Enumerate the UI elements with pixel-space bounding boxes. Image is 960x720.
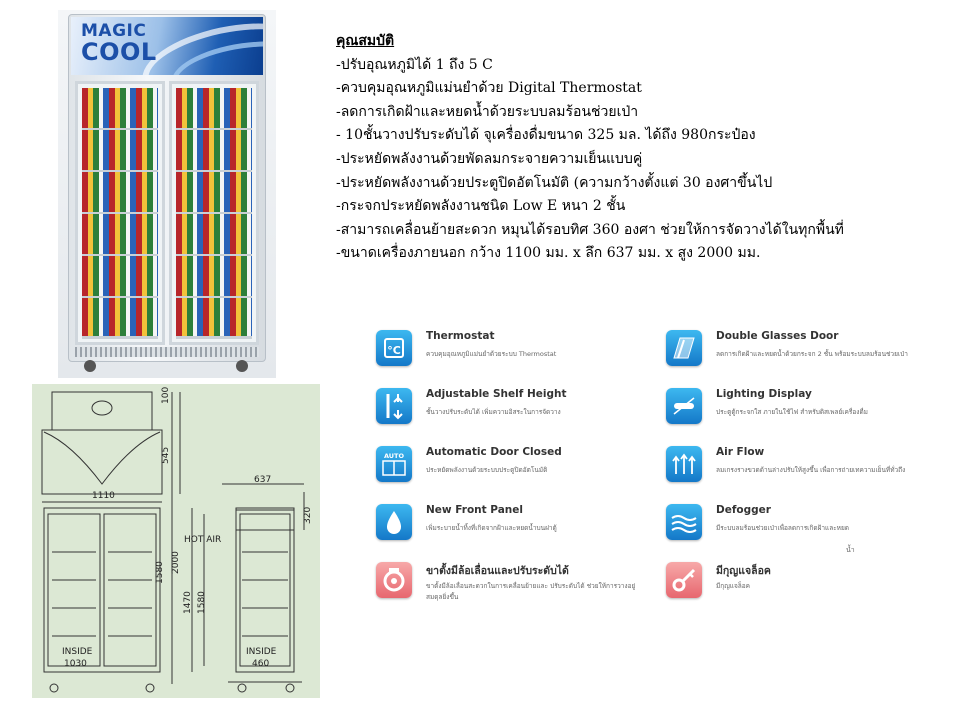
feature-title: Automatic Door Closed xyxy=(426,446,562,458)
dim-door-h: 1580 xyxy=(155,561,165,584)
water-drop-icon xyxy=(376,504,412,540)
product-photo xyxy=(58,10,276,378)
wheel-icon xyxy=(236,360,248,372)
feature-title: มีกุญแจล็อค xyxy=(716,565,771,577)
feature-front-panel xyxy=(376,504,656,554)
magic-cool-logo: MAGIC COOL xyxy=(81,21,157,66)
fridge-canopy xyxy=(71,17,263,75)
svg-text:AUTO: AUTO xyxy=(383,452,405,460)
feature-double-glass xyxy=(666,330,946,380)
technical-drawing xyxy=(32,384,320,698)
dim-depth: 637 xyxy=(254,475,272,485)
dim-inside-w: 1030 xyxy=(64,659,87,669)
feature-title: Thermostat xyxy=(426,330,495,342)
feature-desc: ลมเกรงรางขวดด้านล่างปรับให้สูงขึ้น เพื่อการถ่ายเทความเย็นที่ทั่วถึง xyxy=(716,466,906,474)
dim-canopy-h: 545 xyxy=(161,446,171,464)
spec-line: -ขนาดเครื่องภายนอก กว้าง 1100 มม. x ลึก 637 มม. x สูง 2000 มม. xyxy=(336,245,761,262)
feature-shelf-height xyxy=(376,388,656,438)
feature-desc: มีกุญแจล็อค xyxy=(716,582,750,590)
defogger-icon xyxy=(666,504,702,540)
spec-line: -ประหยัดพลังงานด้วยพัดลมกระจายความเย็นแบบคู่ xyxy=(336,150,643,167)
svg-text:°C: °C xyxy=(387,344,401,357)
feature-title: ขาตั้งมีล้อเลื่อนและปรับระดับได้ xyxy=(426,565,569,577)
dim-side-h: 1580 xyxy=(197,591,207,614)
dim-height-total: 2000 xyxy=(171,551,181,574)
feature-title: Defogger xyxy=(716,504,771,516)
feature-title: Lighting Display xyxy=(716,388,812,400)
auto-door-icon xyxy=(376,446,412,482)
spec-list xyxy=(336,30,896,266)
airflow-icon xyxy=(666,446,702,482)
spec-line: -ควบคุมอุณหภูมิแม่นยำด้วย Digital Thermostat xyxy=(336,80,642,97)
dim-inner-h: 1470 xyxy=(183,591,193,614)
feature-title: New Front Panel xyxy=(426,504,524,516)
feature-desc: เพิ่มระบายน้ำทิ้งที่เกิดจากฝ้าและหยดน้ำบนฝาตู้ xyxy=(426,524,557,532)
thermostat-icon xyxy=(376,330,412,366)
dim-width-total: 1110 xyxy=(92,491,115,501)
feature-title: Adjustable Shelf Height xyxy=(426,388,567,400)
feature-desc: ประหยัดพลังงานด้วยระบบประตูปิดอัตโนมัติ xyxy=(426,466,548,474)
feature-desc: ขาตั้งมีล้อเลื่อนสะดวกในการเคลื่อนย้ายและ ปรับระดับได้ ช่วยให้การวางอยู่สมดุลยิ่งขึ้น xyxy=(426,582,636,601)
lighting-icon xyxy=(666,388,702,424)
spec-line: -ลดการเกิดฝ้าและหยดน้ำด้วยระบบลมร้อนช่วยเป่า xyxy=(336,103,639,120)
spec-line: -สามารถเคลื่อนย้ายสะดวก หมุนได้รอบทิศ 360 องศา ช่วยให้การจัดวางได้ในทุกพื้นที่ xyxy=(336,221,844,238)
feature-auto-door xyxy=(376,446,656,496)
spec-line: -กระจกประหยัดพลังงานชนิด Low E หนา 2 ชั้น xyxy=(336,198,626,215)
shelf-height-icon xyxy=(376,388,412,424)
spec-line: - 10ชั้นวางปรับระดับได้ จุเครื่องดื่มขนาด 325 มล. ได้ถึง 980กระป๋อง xyxy=(336,127,756,144)
spec-line: -ปรับอุณหภูมิได้ 1 ถึง 5 C xyxy=(336,56,493,73)
fridge-grille xyxy=(75,347,259,357)
dim-side-inside-w: 460 xyxy=(252,659,270,669)
feature-desc: ประตูตู้กระจกใส ภายในใช้ไฟ สำหรับดิสเพลย์เครื่องดื่ม xyxy=(716,408,868,416)
fridge-cabinet xyxy=(68,14,266,362)
spec-title: คุณสมบัติ xyxy=(336,33,395,49)
dim-side-top: 320 xyxy=(303,506,313,524)
dim-inside-label: INSIDE xyxy=(62,647,93,657)
fridge-door-left xyxy=(75,81,165,345)
wheel-icon xyxy=(84,360,96,372)
feature-wheels xyxy=(376,562,656,612)
double-glass-icon xyxy=(666,330,702,366)
feature-title: Air Flow xyxy=(716,446,765,458)
fridge-door-right xyxy=(169,81,259,345)
feature-desc: ชั้นวางปรับระดับได้ เพิ่มความอิสระในการจัดวาง xyxy=(426,408,561,416)
feature-defogger xyxy=(666,504,946,554)
feature-airflow xyxy=(666,446,946,496)
feature-desc: ลดการเกิดฝ้าและหยดน้ำด้วยกระจก 2 ชั้น พร้อมระบบลมร้อนช่วยเป่า xyxy=(716,350,908,358)
dim-hot-air: HOT AIR xyxy=(184,535,222,545)
feature-title: Double Glasses Door xyxy=(716,330,839,342)
wheel-icon xyxy=(376,562,412,598)
dim-top-h: 100 xyxy=(161,386,171,404)
feature-lighting xyxy=(666,388,946,438)
dim-side-inside-label: INSIDE xyxy=(246,647,277,657)
key-icon xyxy=(666,562,702,598)
feature-key-lock xyxy=(666,562,946,612)
spec-line: -ประหยัดพลังงานด้วยประตูปิดอัตโนมัติ (ความกว้างตั้งแต่ 30 องศาขึ้นไป xyxy=(336,174,773,191)
feature-thermostat xyxy=(376,330,656,380)
feature-desc: มีระบบลมร้อนช่วยเป่าเพื่อลดการเกิดฝ้าและหยด xyxy=(716,524,849,532)
feature-desc: ควบคุมอุณหภูมิแม่นยำด้วยระบบ Thermostat xyxy=(426,350,557,358)
feature-note: น้ำ xyxy=(846,546,855,554)
